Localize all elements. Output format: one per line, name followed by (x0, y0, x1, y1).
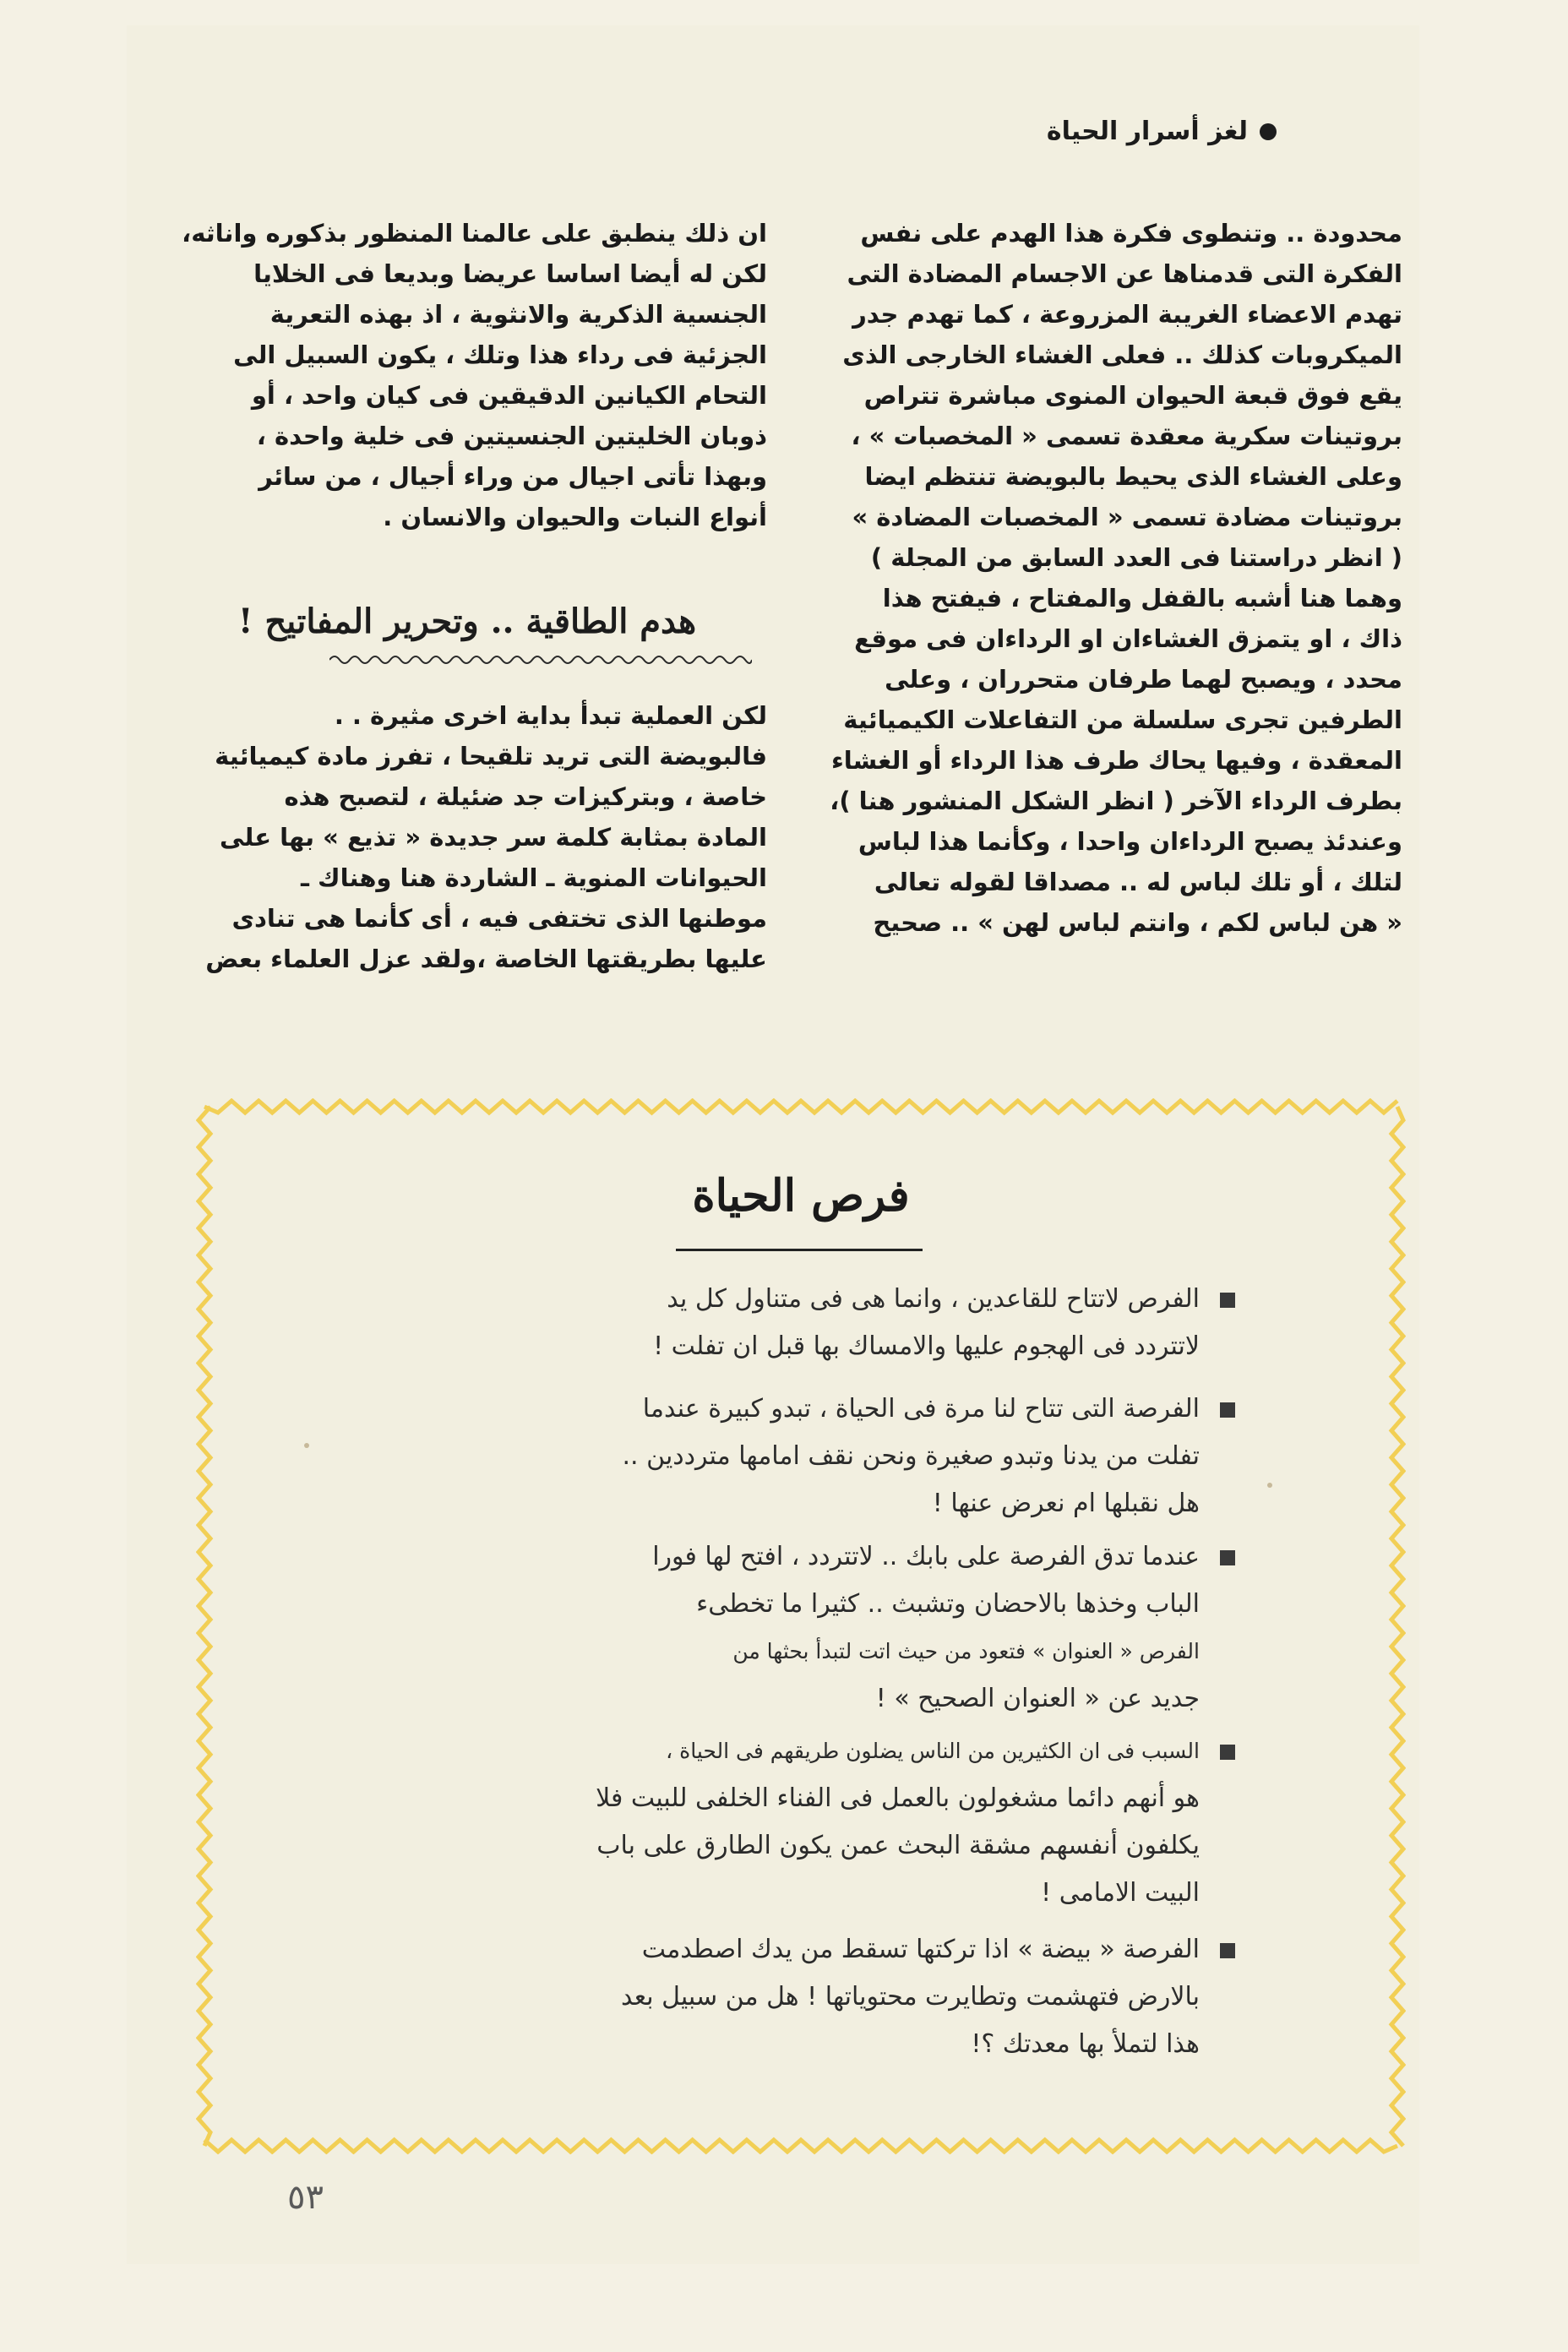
square-bullet-icon (1220, 1293, 1235, 1308)
text-line: الفرصة « بيضة » اذا تركتها تسقط من يدك اصطدمت (641, 1935, 1200, 1964)
square-bullet-icon (1220, 1943, 1235, 1958)
text-line: ذاك ، او يتمزق الغشاءان او الرداءان فى موقع (854, 624, 1402, 653)
box-list-item (355, 1386, 1200, 1527)
text-line: لكن له أيضا اساسا عريضا وبديعا فى الخلايا (253, 259, 767, 288)
text-line: هل نقبلها ام نعرض عنها ! (932, 1489, 1200, 1518)
text-line: هو أنهم دائما مشغولون بالعمل فى الفناء الخلفى للبيت فلا (596, 1783, 1200, 1813)
text-line: خاصة ، وبتركيزات جد ضئيلة ، لتصبح هذه (284, 782, 767, 811)
header-title: لغز أسرار الحياة (1046, 117, 1248, 146)
text-line: ذوبان الخليتين الجنسيتين فى خلية واحدة ، (256, 422, 767, 450)
box-title-rule (676, 1249, 923, 1251)
text-line: بالارض فتهشمت وتطايرت محتوياتها ! هل من سبيل بعد (621, 1982, 1200, 2012)
right-column (803, 213, 1402, 943)
text-line: الجنسية الذكرية والانثوية ، اذ بهذه التعرية (270, 300, 767, 329)
text-line: ( انظر دراستنا فى العدد السابق من المجلة ) (870, 543, 1402, 572)
text-line: وهما هنا أشبه بالقفل والمفتاح ، فيفتح هذا (882, 584, 1402, 612)
box-list-item (355, 1926, 1200, 2068)
text-line: لكن العملية تبدأ بداية اخرى مثيرة . . (334, 701, 767, 730)
left-column-top (167, 213, 767, 537)
box-list-item (355, 1533, 1200, 1723)
zigzag-border-edge (199, 1107, 210, 2146)
text-line: « هن لباس لكم ، وانتم لباس لهن » .. صحيح (873, 908, 1402, 937)
text-line: الفرص « العنوان » فتعود من حيث اتت لتبدأ بحثها من (732, 1639, 1200, 1663)
text-line: البيت الامامى ! (1041, 1878, 1200, 1908)
text-line: المعقدة ، وفيها يحاك طرف هذا الرداء أو الغشاء (830, 746, 1402, 775)
subheading-wavy-underline (329, 651, 752, 669)
left-column-bottom (167, 695, 767, 979)
print-speck (1267, 1483, 1272, 1488)
zigzag-border-edge (204, 1101, 1397, 1113)
zigzag-border-edge (204, 2140, 1397, 2152)
text-line: ان ذلك ينطبق على عالمنا المنظور بذكوره واناثه، (182, 219, 767, 248)
print-speck (304, 1443, 309, 1448)
text-line: بروتينات مضادة تسمى « المخصبات المضادة » (852, 503, 1402, 531)
square-bullet-icon (1220, 1550, 1235, 1565)
text-line: تفلت من يدنا وتبدو صغيرة ونحن نقف امامها مترددين .. (622, 1441, 1200, 1471)
text-line: محدودة .. وتنطوى فكرة هذا الهدم على نفس (860, 219, 1402, 248)
text-line: وعلى الغشاء الذى يحيط بالبويضة تنتظم ايضا (864, 462, 1402, 491)
text-line: موطنها الذى تختفى فيه ، أى كأنما هى تنادى (231, 904, 767, 933)
text-line: الجزئية فى رداء هذا وتلك ، يكون السبيل الى (233, 340, 767, 369)
page-number: ٥٣ (287, 2178, 324, 2217)
text-line: الميكروبات كذلك .. فعلى الغشاء الخارجى الذى (842, 340, 1402, 369)
text-line: عليها بطريقتها الخاصة ،ولقد عزل العلماء بعض (205, 945, 767, 973)
text-line: الفكرة التى قدمناها عن الاجسام المضادة التى (847, 259, 1402, 288)
text-line: الفرصة التى تتاح لنا مرة فى الحياة ، تبدو كبيرة عندما (642, 1394, 1200, 1424)
text-line: الطرفين تجرى سلسلة من التفاعلات الكيميائية (843, 705, 1402, 734)
section-subheading: هدم الطاقية .. وتحرير المفاتيح ! (237, 602, 697, 641)
square-bullet-icon (1220, 1745, 1235, 1760)
text-line: لاتتردد فى الهجوم عليها والامساك بها قبل ان تفلت ! (653, 1331, 1200, 1361)
text-line: تهدم الاعضاء الغريبة المزروعة ، كما تهدم جدر (852, 300, 1402, 329)
running-header (1047, 117, 1277, 146)
text-line: وبهذا تأتى اجيال من وراء أجيال ، من سائر (259, 462, 767, 491)
text-line: يكلفون أنفسهم مشقة البحث عمن يكون الطارق على باب (596, 1831, 1200, 1860)
text-line: أنواع النبات والحيوان والانسان . (383, 503, 767, 531)
text-line: بروتينات سكرية معقدة تسمى « المخصبات » ، (851, 422, 1402, 450)
box-title: فرص الحياة (692, 1170, 910, 1222)
text-line: التحام الكيانين الدقيقين فى كيان واحد ، أو (251, 381, 767, 410)
box-list-item (355, 1276, 1200, 1370)
text-line: المادة بمثابة كلمة سر جديدة « تذيع » بها على (220, 823, 767, 852)
text-line: وعندئذ يصبح الرداءان واحدا ، وكأنما هذا لباس (858, 827, 1402, 856)
text-line: فالبويضة التى تريد تلقيحا ، تفرز مادة كيميائية (215, 742, 767, 770)
box-list-item (355, 1728, 1200, 1917)
text-line: محدد ، ويصبح لهما طرفان متحرران ، وعلى (885, 665, 1402, 694)
bullet-dot-icon (1260, 123, 1277, 140)
text-line: جديد عن « العنوان الصحيح » ! (875, 1684, 1200, 1713)
text-line: الباب وخذها بالاحضان وتشبث .. كثيرا ما تخطىء (696, 1589, 1200, 1619)
text-line: السبب فى ان الكثيرين من الناس يضلون طريقهم فى الحياة ، (666, 1739, 1200, 1763)
text-line: هذا لتملأ بها معدتك ؟! (971, 2029, 1200, 2059)
text-line: عندما تدق الفرصة على بابك .. لاتتردد ، افتح لها فورا (652, 1542, 1200, 1571)
text-line: الحيوانات المنوية ـ الشاردة هنا وهناك ـ (301, 863, 767, 892)
text-line: لتلك ، أو تلك لباس له .. مصداقا لقوله تعالى (874, 868, 1402, 896)
text-line: الفرص لاتتاح للقاعدين ، وانما هى فى متناول كل يد (667, 1284, 1200, 1314)
text-line: بطرف الرداء الآخر ( انظر الشكل المنشور هنا )، (830, 787, 1402, 815)
text-line: يقع فوق قبعة الحيوان المنوى مباشرة تتراص (863, 381, 1402, 410)
zigzag-border-edge (1391, 1107, 1403, 2146)
square-bullet-icon (1220, 1402, 1235, 1418)
